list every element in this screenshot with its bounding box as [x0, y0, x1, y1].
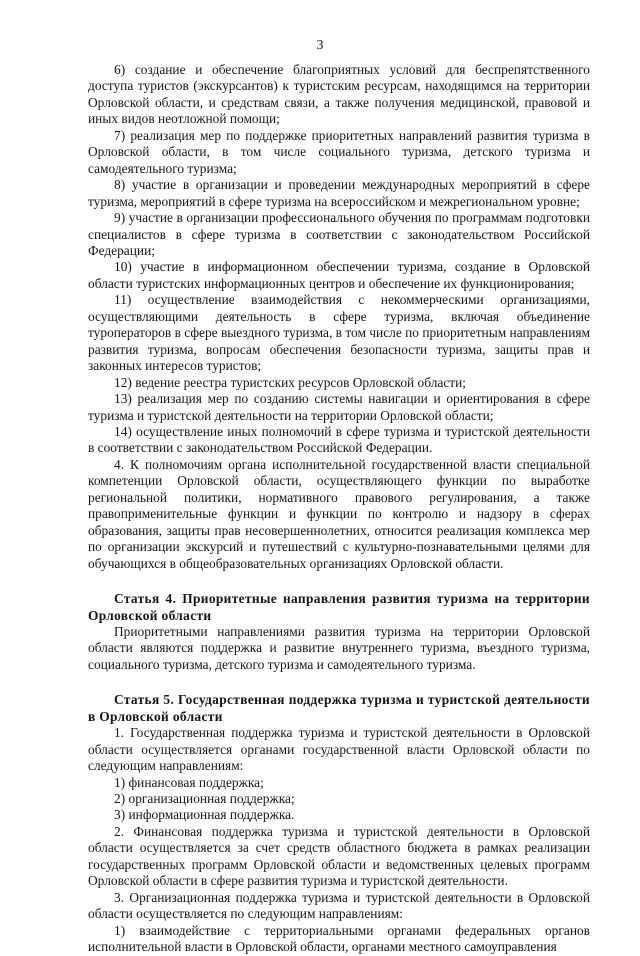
paragraph: 3) информационная поддержка.	[114, 807, 295, 823]
paragraph: 7) реализация мер по поддержке приоритетных направлений развития туризма в Орловской области, в том числе социального туризма, детского туризма и самодеятельного туризма;	[88, 127, 590, 176]
paragraph: 2. Финансовая поддержка туризма и туристской деятельности в Орловской области осуществляется за счет средств областного бюджета в рамках реализации государственных программ Орловской области и ведомственных целевых программ Орловской области в сфере развития туризма и туристской деятельности.	[88, 823, 590, 889]
paragraph: 8) участие в организации и проведении международных мероприятий в сфере туризма, мероприятий в сфере туризма на всероссийском и межрегиональном уровне;	[88, 177, 590, 209]
paragraph: 10) участие в информационном обеспечении туризма, создание в Орловской области туристских информационных центров и обеспечение их функционирования;	[88, 259, 590, 291]
paragraph: 11) осуществление взаимодействия с некоммерческими организациями, осуществляющими деятельность в сфере туризма, включая объединение туроператоров в сфере выездного туризма, в том числе по приоритетным направлениям развития туризма, вопросам обеспечения безопасности туризма, защиты прав и законных интересов туристов;	[88, 292, 591, 374]
paragraph: 3. Организационная поддержка туризма и туристской деятельности в Орловской области осуществляется по следующим направлениям:	[88, 889, 590, 922]
article-heading: Статья 4. Приоритетные направления развития туризма на территории Орловской области	[88, 591, 590, 623]
article-heading: Статья 5. Государственная поддержка туризма и туристской деятельности в Орловской области	[88, 692, 590, 724]
paragraph: 2) организационная поддержка;	[114, 791, 295, 807]
document-body	[88, 62, 590, 956]
paragraph: 1) финансовая поддержка;	[114, 774, 264, 790]
paragraph: 14) осуществление иных полномочий в сфере туризма и туристской деятельности в соответствии с законодательством Российской Федерации.	[88, 423, 590, 456]
paragraph: 6) создание и обеспечение благоприятных условий для беспрепятственного доступа туристов (экскурсантов) к туристским ресурсам, находящимся на территории Орловской области, и средствам связи, а также получения медицинской, правовой и иных видов неотложной помощи;	[88, 62, 590, 127]
paragraph: 12) ведение реестра туристских ресурсов Орловской области;	[114, 374, 467, 390]
paragraph: 1. Государственная поддержка туризма и туристской деятельности в Орловской области осуществляется органами государственной власти Орловской области по следующим направлениям:	[88, 725, 590, 774]
paragraph: 13) реализация мер по созданию системы навигации и ориентирования в сфере туризма и туристской деятельности на территории Орловской области;	[88, 391, 590, 423]
page-number: 3	[316, 38, 324, 53]
paragraph: 9) участие в организации профессионального обучения по программам подготовки специалистов в сфере туризма в соответствии с законодательством Российской Федерации;	[88, 210, 590, 258]
paragraph: 4. К полномочиям органа исполнительной государственной власти специальной компетенции Орловской области, осуществляющего функции по выработке региональной политики, нормативного правового регулирования, а также правоприменительные функции и функции по контролю и надзору в сферах образования, защиты прав несовершеннолетних, относится реализация комплекса мер по организации экскурсий и путешествий с культурно-познавательными целями для обучающихся в общеобразовательных организациях Орловской области.	[88, 456, 590, 571]
paragraph: Приоритетными направлениями развития туризма на территории Орловской области являются поддержка и развитие внутреннего туризма, въездного туризма, социального туризма, детского туризма и самодеятельного туризма.	[88, 623, 590, 672]
paragraph: 1) взаимодействие с территориальными органами федеральных органов исполнительной власти в Орловской области, органами местного самоуправления	[88, 922, 590, 955]
